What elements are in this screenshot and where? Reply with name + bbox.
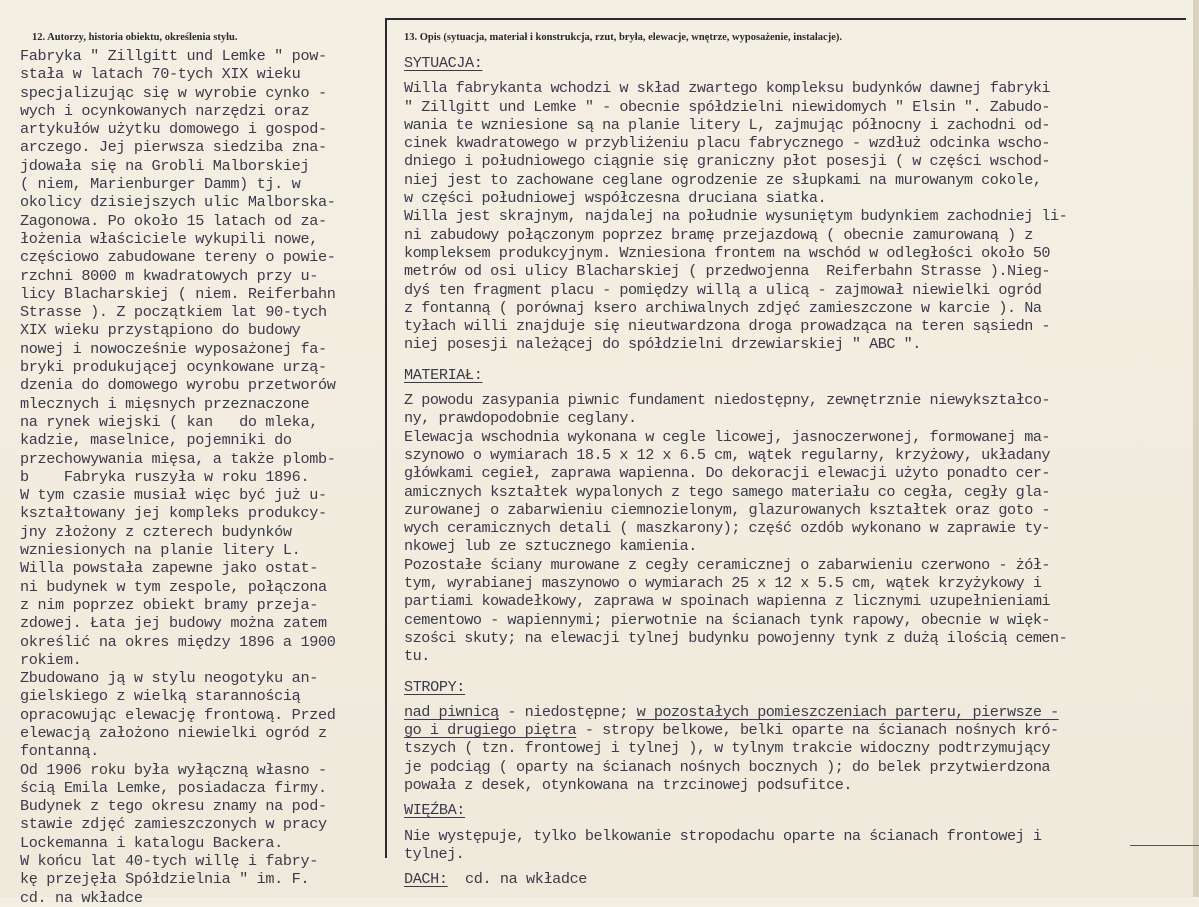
text-line: stała w latach 70-tych XIX wieku: [20, 65, 301, 84]
text-line: cinek kwadratowego w przybliżeniu placu fabrycznego - wzdłuż odcinka wscho-: [404, 134, 1051, 153]
text-line: w części południowej współczesna druciana siatka.: [404, 189, 827, 208]
text-line: główkami cegieł, zaprawa wapienna. Do dekoracji elewacji użyto ponadto cer-: [404, 464, 1051, 483]
text-line: z fontanną ( porównaj ksero archiwalnych zdjęć zamieszczone w karcie ). Na: [404, 298, 1042, 317]
text-line: metrów od osi ulicy Blacharskiej ( przedwojenna Reiferbahn Strasse ).Nieg-: [404, 262, 1051, 281]
text-line: tu.: [404, 647, 430, 666]
wiezba-heading: WIĘŹBA:: [404, 801, 465, 820]
section-12-header: 12. Autorzy, historia obiektu, określenia stylu.: [32, 32, 238, 43]
text-line: dzenia do domowego wyrobu przetworów: [20, 376, 336, 395]
text-line: przechowywania mięsa, a także plomb-: [20, 449, 336, 468]
text-line: " Zillgitt und Lemke " - obecnie spółdzielni niewidomych " Elsin ". Zabudo-: [404, 97, 1051, 116]
text-line: niej posesji należącej do spółdzielni drzewiarskiej " ABC ".: [404, 335, 921, 354]
text-line: Nie występuje, tylko belkowanie stropodachu oparte na ścianach frontowej i: [404, 826, 1042, 845]
text-line: kompleksem produkcyjnym. Wzniesiona frontem na wschód w odległości około 50: [404, 243, 1051, 262]
text-line: Od 1906 roku była wyłączną własno -: [20, 760, 327, 779]
text-line: ( niem, Marienburger Damm) tj. w: [20, 175, 301, 194]
section-13-header: 13. Opis (sytuacja, materiał i konstrukcja, rzut, bryła, elewacje, wnętrze, wyposażenie, instalacje).: [404, 32, 843, 43]
history-column: [20, 47, 384, 907]
text-line: Zbudowano ją w stylu neogotyku an-: [20, 669, 318, 688]
text-line: jny złożony z czterech budynków: [20, 522, 292, 541]
text-line: opracowując elewację frontową. Przed: [20, 705, 336, 724]
text-line: amicznych kształtek wypalonych z tego samego materiału co cegła, cegły gla-: [404, 482, 1051, 501]
text-line: W końcu lat 40-tych willę i fabry-: [20, 852, 318, 871]
text-line: nowej i nowocześnie wyposażonej fa-: [20, 339, 327, 358]
text-line: go i drugiego piętra - stropy belkowe, belki oparte na ścianach nośnych kró-: [404, 721, 1059, 740]
text-line: cementowo - wapiennymi; pierwotnie na ścianach tynk rapowy, obecnie w więk-: [404, 610, 1051, 629]
text-line: ni zabudowy połączonym poprzez bramę przejazdową ( obecnie zamurowaną ) z: [404, 225, 1033, 244]
text-line: elewacją założono niewielki ogród z: [20, 723, 327, 742]
text-line: tym, wyrabianej maszynowo o wymiarach 25 x 12 x 5.5 cm, wątek krzyżykowy i: [404, 574, 1042, 593]
text-line: dyś ten fragment placu - pomiędzy willą a ulicą - zajmował niewielki ogród: [404, 280, 1042, 299]
text-line: z nim poprzez obiekt bramy przeja-: [20, 595, 318, 614]
text-line: szości skuty; na elewacji tylnej budynku powojenny tynk z dużą ilością cemen-: [404, 628, 1068, 647]
text-line: Pozostałe ściany murowane z cegły ceramicznej o zabarwieniu czerwono - żół-: [404, 555, 1051, 574]
text-line: Elewacja wschodnia wykonana w cegle licowej, jasnoczerwonej, formowanej ma-: [404, 427, 1051, 446]
text-line: tszych ( tzn. frontowej i tylnej ), w tylnym trakcie widoczny podtrzymujący: [404, 739, 1051, 758]
wiezba-text: [404, 827, 1194, 864]
text-line: nad piwnicą - niedostępne; w pozostałych pomieszczeniach parteru, pierwsze -: [404, 702, 1059, 721]
text-line: Zagonowa. Po około 15 latach od za-: [20, 211, 327, 230]
text-line: bryki produkującej ocynkowane urzą-: [20, 358, 327, 377]
text-line: Strasse ). Z początkiem lat 90-tych: [20, 303, 327, 322]
text-line: powała z desek, otynkowana na trzcinowej podsufitce.: [404, 775, 852, 794]
text-line: nkowej lub ze sztucznego kamienia.: [404, 537, 697, 556]
text-line: specjalizując się w wyrobie cynko -: [20, 83, 327, 102]
material-text: [404, 391, 1194, 665]
text-line: ny, prawdopodobnie ceglany.: [404, 409, 637, 428]
column-divider: [385, 18, 387, 858]
text-line: artykułów użytku domowego i gospod-: [20, 120, 327, 139]
text-line: łożenia właściciele wykupili nowe,: [20, 229, 318, 248]
text-line: rokiem.: [20, 650, 82, 669]
text-line: wych ceramicznych detali ( maszkarony); część ozdób wykonano w zaprawie ty-: [404, 519, 1051, 538]
text-line: wych i ocynkowanych narzędzi oraz: [20, 101, 310, 120]
text-line: Lockemanna i katalogu Backera.: [20, 833, 283, 852]
stropy-heading: STROPY:: [404, 677, 465, 696]
text-line: mlecznych i mięsnych przeznaczone: [20, 394, 310, 413]
text-line: fontanną.: [20, 742, 99, 761]
text-line: niej jest to zachowane ceglane ogrodzenie ze słupkami na murowanym cokole,: [404, 170, 1042, 189]
text-line: licy Blacharskiej ( niem. Reiferbahn: [20, 284, 336, 303]
text-line: okolicy dzisiejszych ulic Malborska-: [20, 193, 336, 212]
text-line: Willa jest skrajnym, najdalej na południe wysuniętym budynkiem zachodniej li-: [404, 207, 1068, 226]
text-line: Budynek z tego okresu znamy na pod-: [20, 797, 327, 816]
text-line: szynowo o wymiarach 18.5 x 12 x 6.5 cm, wątek regularny, krzyżowy, układany: [404, 445, 1051, 464]
text-line: gielskiego z wielką starannością: [20, 687, 301, 706]
sytuacja-heading: SYTUACJA:: [404, 54, 483, 72]
text-line: cd. na wkładce: [20, 888, 143, 907]
text-line: kę przejęła Spółdzielnia " im. F.: [20, 870, 310, 889]
description-column: [404, 54, 1194, 888]
text-line: Willa powstała zapewne jako ostat-: [20, 559, 318, 578]
stropy-text: [404, 703, 1194, 794]
text-line: częściowo zabudowane tereny o powie-: [20, 248, 336, 267]
text-line: partiami kowadełkowy, zaprawa w spoinach wapienna z licznymi uzupełnieniami: [404, 592, 1051, 611]
top-rule: [386, 18, 1186, 20]
text-line: arczego. Jej pierwsza siedziba zna-: [20, 138, 327, 157]
text-line: wania te wzniesione są na planie litery L, zajmując północny i zachodni od-: [404, 115, 1051, 134]
text-line: Fabryka " Zillgitt und Lemke " pow-: [20, 47, 327, 65]
text-line: zurowanej o zabarwieniu ciemnozielonym, glazurowanych kształtek oraz goto -: [404, 500, 1051, 519]
text-line: W tym czasie musiał więc być już u-: [20, 486, 327, 505]
text-line: zdowej. Łata jej budowy można zatem: [20, 614, 327, 633]
text-line: na rynek wiejski ( kan do mleka,: [20, 412, 318, 431]
text-line: b Fabryka ruszyła w roku 1896.: [20, 467, 310, 486]
text-line: określić na okres między 1896 a 1900: [20, 632, 336, 651]
text-line: je podciąg ( oparty na ścianach nośnych bocznych ); do belek przytwierdzona: [404, 757, 1051, 776]
text-line: XIX wieku przystąpiono do budowy: [20, 321, 301, 340]
text-line: wzniesionych na planie litery L.: [20, 541, 301, 560]
text-line: tylnej.: [404, 844, 465, 863]
text-line: tyłach willi znajduje się nieutwardzona droga prowadząca na teren sąsiedn -: [404, 317, 1051, 336]
text-line: stawie zdjęć zamieszczonych w pracy: [20, 815, 327, 834]
text-line: rzchni 8000 m kwadratowych przy u-: [20, 266, 318, 285]
text-line: kadzie, maselnice, pojemniki do: [20, 431, 292, 450]
text-line: Z powodu zasypania piwnic fundament niedostępny, zewnętrznie niewykształco-: [404, 391, 1051, 410]
text-line: dniego i południowego ciągnie się graniczny płot posesji ( w części wschod-: [404, 152, 1051, 171]
text-line: Willa fabrykanta wchodzi w skład zwartego kompleksu budynków dawnej fabryki: [404, 79, 1051, 98]
sytuacja-text: [404, 79, 1194, 353]
text-line: ni budynek w tym zespole, połączona: [20, 577, 327, 596]
text-line: ścią Emila Lemke, posiadacza firmy.: [20, 778, 327, 797]
material-heading: MATERIAŁ:: [404, 365, 483, 384]
dach-line: DACH: cd. na wkładce: [404, 870, 588, 889]
text-line: jdowała się na Grobli Malborskiej: [20, 156, 310, 175]
text-line: kształtowany jej kompleks produkcy-: [20, 504, 327, 523]
